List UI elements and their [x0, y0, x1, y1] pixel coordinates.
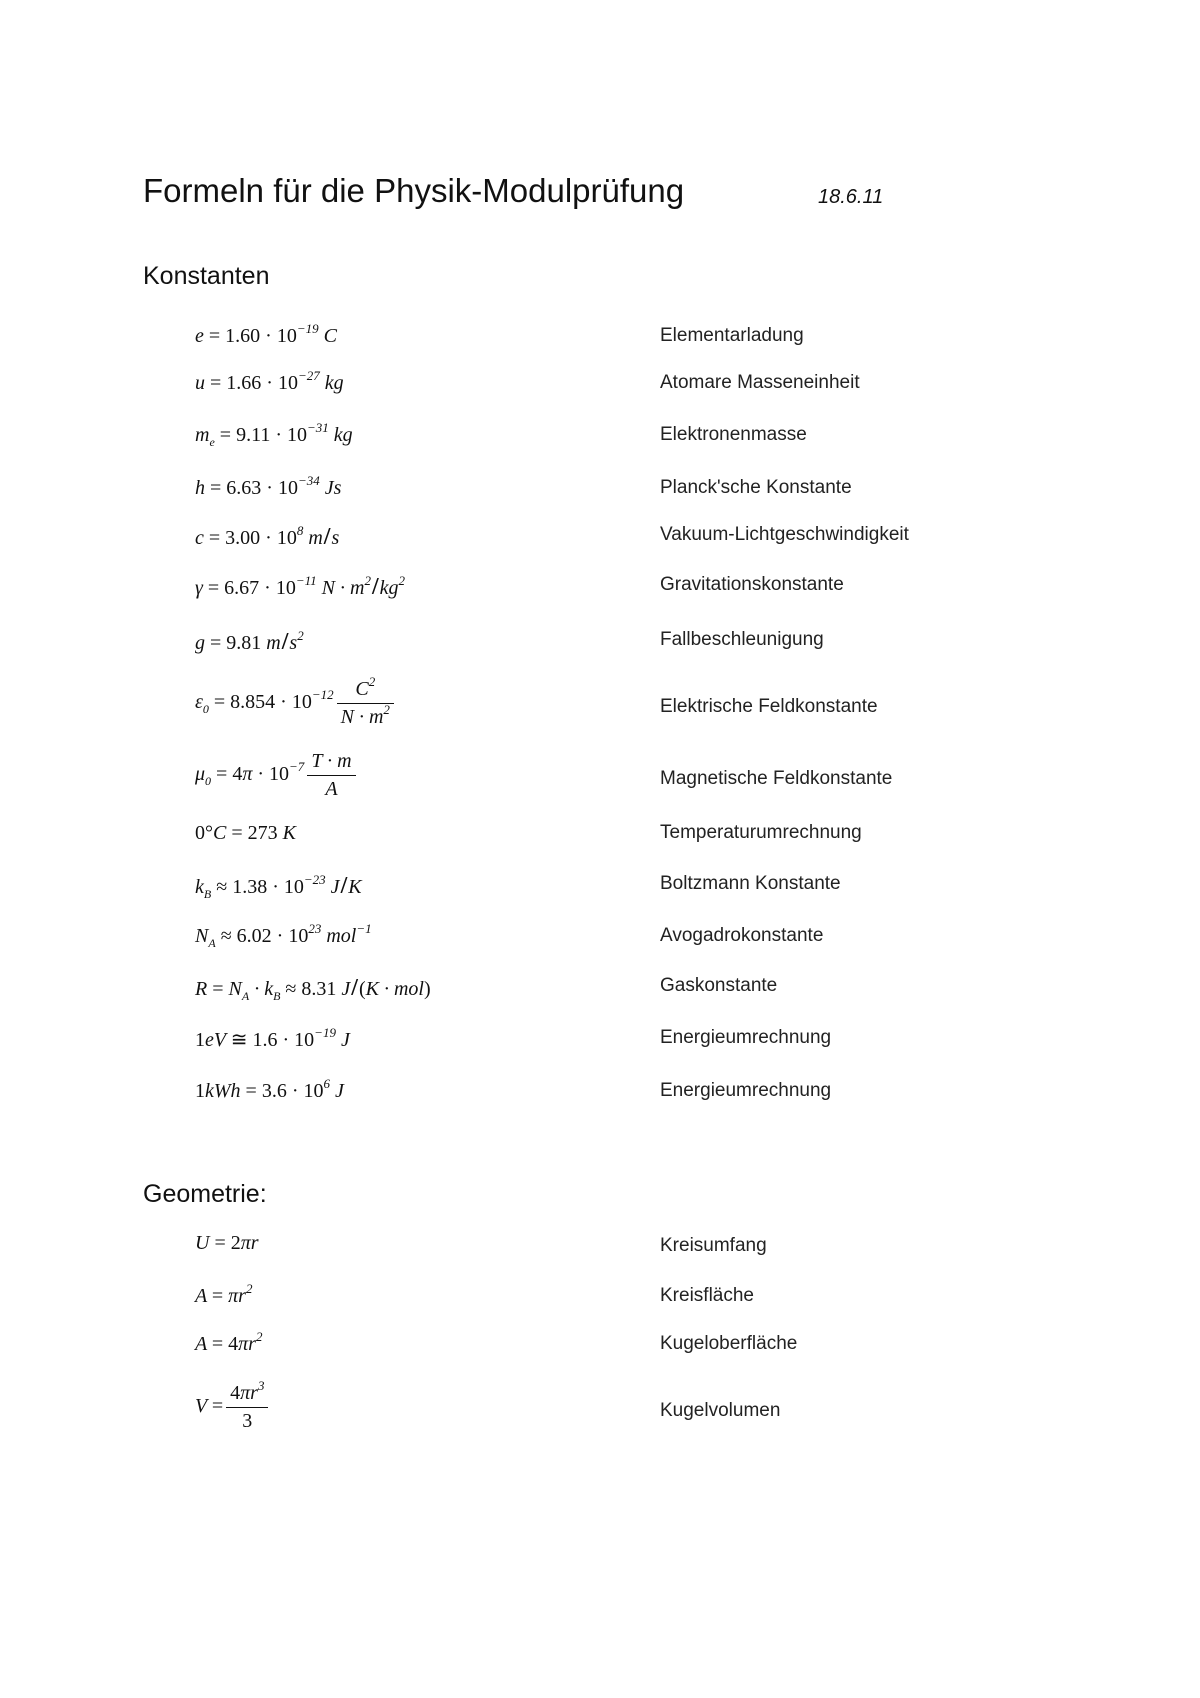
formula: $k_B \approx 1.38 \cdot 10^{-23}$ J/K [195, 872, 362, 901]
formula: $u = 1.66 \cdot 10^{-27}$ kg [195, 368, 344, 394]
formula: $A = 4\pi r^2$ [195, 1329, 263, 1355]
formula: 0°C = 273 K [195, 822, 296, 844]
formula: 1eV ≅ $1.6 \cdot 10^{-19}$ J [195, 1025, 350, 1051]
formula: V = $\frac{4\pi r^3}{3}$ [195, 1382, 271, 1433]
constant-label: Atomare Masseneinheit [660, 372, 860, 393]
formula: $R = N_A \cdot k_B \approx 8.31$ J/(K · mol) [195, 975, 431, 1003]
formula: $1kWh = 3.6 \cdot 10^6$ J [195, 1076, 344, 1102]
section-heading-constants: Konstanten [143, 262, 270, 290]
formula: $\mu_0 = 4\pi \cdot 10^{-7}$ $\frac{T \cdot m}{A}$ [195, 750, 359, 801]
constant-label: Temperaturumrechnung [660, 822, 862, 843]
formula: $A = \pi r^2$ [195, 1281, 253, 1307]
formula: $\varepsilon_0 = 8.854 \cdot 10^{-12}$ $\frac{C^2}{N \cdot m^2}$ [195, 678, 397, 729]
constant-label: Avogadrokonstante [660, 925, 824, 946]
formula: $m_e = 9.11 \cdot 10^{-31}$ kg [195, 420, 353, 449]
formula: $e = 1.60 \cdot 10^{-19}$ C [195, 321, 337, 347]
geometry-label: Kreisfläche [660, 1285, 754, 1306]
constant-label: Elementarladung [660, 325, 804, 346]
formula: U = 2πr [195, 1232, 259, 1254]
constant-label: Energieumrechnung [660, 1080, 832, 1101]
constant-label: Magnetische Feldkonstante [660, 768, 893, 789]
document-date: 18.6.11 [818, 186, 884, 208]
constant-label: Elektrische Feldkonstante [660, 696, 878, 717]
formula: $c = 3.00 \cdot 10^8$ m/s [195, 523, 340, 550]
section-heading-geometry: Geometrie: [143, 1180, 267, 1208]
geometry-label: Kreisumfang [660, 1235, 767, 1256]
page-title: Formeln für die Physik-Modulprüfung [143, 172, 685, 209]
constant-label: Fallbeschleunigung [660, 629, 824, 650]
constant-label: Gaskonstante [660, 975, 778, 996]
formula: $h = 6.63 \cdot 10^{-34}$ Js [195, 473, 342, 499]
geometry-label: Kugeloberfläche [660, 1333, 798, 1354]
constant-label: Boltzmann Konstante [660, 873, 841, 894]
formula: $\gamma = 6.67 \cdot 10^{-11}$ $N \cdot m^2/kg^2$ [195, 573, 406, 600]
constant-label: Vakuum-Lichtgeschwindigkeit [660, 524, 909, 545]
formula: g = 9.81 $m/s^2$ [195, 628, 304, 655]
formula: $N_A \approx 6.02 \cdot 10^{23}$ mol$^{-1}$ [195, 921, 372, 950]
constant-label: Elektronenmasse [660, 424, 807, 445]
constant-label: Planck'sche Konstante [660, 477, 852, 498]
constant-label: Gravitationskonstante [660, 574, 844, 595]
constant-label: Energieumrechnung [660, 1027, 832, 1048]
geometry-label: Kugelvolumen [660, 1400, 781, 1421]
